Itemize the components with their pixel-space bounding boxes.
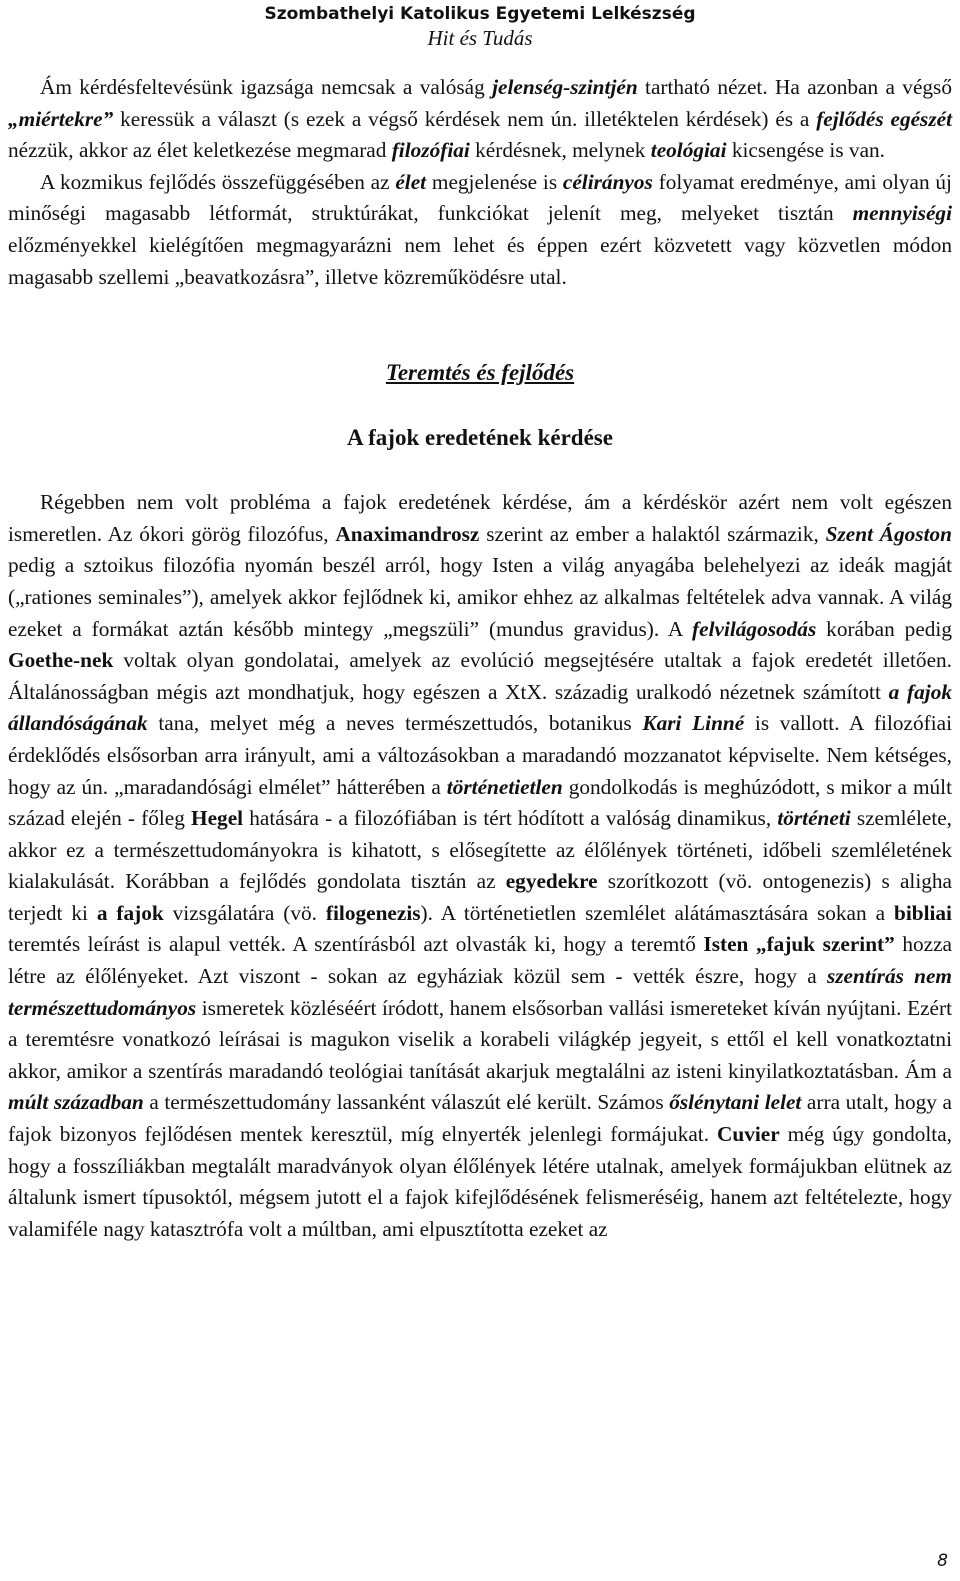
text-run: pedig a sztoikus filozófia nyomán beszél arról, hogy Isten a világ anyagába belehelyezi az ideák magját („rationes seminales”), amelyek akkor fejlődnek ki, amikor ehhez az alkalmas feltételek adva vannak. A világ ezeket a formákat aztán később mintegy „megszüli” (mundus gravidus). A [8, 553, 952, 641]
text-run: folyamat eredménye, ami olyan új minőségi magasabb létformát, struktúrákat, funkciókat jelenít meg, melyeket tisztán [8, 169, 952, 226]
emphasis-run: Isten „fajuk szerint” [703, 932, 895, 957]
text-run: vizsgálatára (vö. [163, 900, 326, 925]
emphasis-run: szentírás nem természettudományos [8, 964, 952, 1020]
emphasis-run: egyedekre [505, 869, 598, 894]
emphasis-run: történetietlen [446, 774, 563, 799]
emphasis-run: élet [395, 169, 427, 194]
emphasis-run: célirányos [562, 169, 653, 194]
emphasis-run: „miértekre” [8, 106, 114, 131]
emphasis-run: Cuvier [717, 1122, 780, 1147]
emphasis-run: múlt században [8, 1090, 144, 1115]
paragraph-1 [8, 72, 952, 167]
text-run: gondolkodás is meghúzódott, s mikor a múlt század elején - főleg [8, 774, 952, 831]
page-header [0, 2, 960, 50]
emphasis-run: a fajok állandóságának [8, 679, 952, 736]
section-title: Teremtés és fejlődés [385, 360, 575, 386]
text-run: is vallott. A filozófiai érdeklődés elsősorban arra irányult, ami a változásokban a maradandó mozzanatot képviselte. Nem kétséges, hogy az ún. „maradandósági elmélet” hátterében a [8, 711, 952, 799]
text-run: nézzük, akkor az élet keletkezése megmarad [8, 138, 392, 163]
text-run: keressük a választ (s ezek a végső kérdések nem ún. illetéktelen kérdések) és a [113, 106, 817, 131]
header-subtitle: Hit és Tudás [427, 26, 533, 50]
text-run: hatására - a filozófiában is tért hódított a valóság dinamikus, [243, 806, 778, 831]
emphasis-run: bibliai [893, 900, 952, 925]
text-run: kicsengése is van. [726, 138, 885, 163]
text-run: kérdésnek, melynek [469, 138, 651, 163]
emphasis-run: Szent Ágoston [825, 521, 952, 546]
text-run: korában pedig [816, 616, 952, 641]
header-organization: Szombathelyi Katolikus Egyetemi Lelkészség [264, 4, 696, 24]
text-run: szemlélete, akkor ez a természettudományokra is kihatott, s elősegítette az élőlények történeti, időbeli szemléletének kialakulását. Korábban a fejlődés gondolata tisztán az [8, 806, 953, 894]
document-body [8, 72, 952, 1245]
emphasis-run: filozófiai [391, 138, 470, 163]
emphasis-run: őslénytani lelet [669, 1090, 802, 1115]
text-run: Régebben nem volt probléma a fajok eredetének kérdése, ám a kérdéskör azért nem volt egészen ismeretlen. Az ókori görög filozófus, [8, 490, 952, 546]
text-run: megjelenése is [426, 169, 563, 194]
paragraph-2 [8, 167, 952, 293]
emphasis-run: teológiai [650, 138, 727, 163]
emphasis-run: mennyiségi [852, 201, 952, 226]
text-run: még úgy gondolta, hogy a fosszíliákban megtalált maradványok olyan élőlények létére utalnak, amelyek formájukban elütnek az általunk ismert típusoktól, mégsem jutott el a fajok kifejlődésének felismeréséig, hanem azt feltételezte, hogy valamiféle nagy katasztrófa volt a múltban, ami elpusztította ezeket az [8, 1122, 952, 1241]
emphasis-run: Goethe-nek [8, 648, 114, 673]
page-number: 8 [937, 1551, 948, 1571]
text-run: szorítkozott (vö. ontogenezis) s aligha terjedt ki [8, 869, 952, 925]
emphasis-run: történeti [777, 806, 851, 831]
emphasis-run: filogenezis [325, 900, 421, 925]
emphasis-run: a fajok [96, 900, 164, 925]
text-run: tartható nézet. Ha azonban a végső [637, 75, 952, 99]
text-run: előzményekkel kielégítően megmagyarázni nem lehet és éppen ezért közvetett vagy közvetlen módon magasabb szellemi „beavatkozásra”, illetve közreműködésre utal. [8, 232, 952, 289]
emphasis-run: Anaximandrosz [335, 521, 480, 546]
text-run: A kozmikus fejlődés összefüggésében az [40, 169, 396, 194]
section-subtitle: A fajok eredetének kérdése [347, 425, 613, 451]
emphasis-run: Hegel [191, 806, 244, 831]
paragraph-3 [8, 487, 952, 1245]
text-run: Ám kérdésfeltevésünk igazsága nemcsak a valóság [40, 75, 493, 99]
text-run: tana, melyet még a neves természettudós, botanikus [147, 711, 643, 736]
text-run: ismeretek közléséért íródott, hanem elsősorban vallási ismereteket kíván nyújtani. Ezért a teremtésre vonatkozó leírásai is magukon viselik a korabeli világkép jegyeit, s ettől el kell vonatkoztatni akkor, amikor a szentírás maradandó teológiai tanítását akarjuk megtalálni az isteni kinyilatkoztatásban. Ám a [8, 995, 952, 1083]
emphasis-run: Kari Linné [642, 711, 745, 736]
emphasis-run: fejlődés egészét [816, 106, 952, 131]
text-run: teremtés leírást is alapul vették. A szentírásból azt olvasták ki, hogy a teremtő [8, 932, 704, 957]
emphasis-run: jelenség-szintjén [492, 75, 638, 99]
text-run: arra utalt, hogy a fajok bizonyos fejlődésen mentek keresztül, míg elnyerték jelenlegi formájukat. [8, 1090, 952, 1147]
text-run: voltak olyan gondolatai, amelyek az evolúció megsejtésére utaltak a fajok eredetét illetően. Általánosságban mégis azt mondhatjuk, hogy egészen a XtX. századig uralkodó nézetnek számított [8, 648, 952, 704]
emphasis-run: felvilágosodás [692, 616, 817, 641]
text-run: a természettudomány lassanként válaszút elé került. Számos [143, 1090, 670, 1115]
text-run: ). A történetietlen szemlélet alátámasztására sokan a [420, 900, 894, 925]
text-run: szerint az ember a halaktól származik, [479, 521, 826, 546]
text-run: hozza létre az élőlényeket. Azt viszont - sokan az egyháziak közül sem - vették észre, hogy a [8, 932, 953, 989]
